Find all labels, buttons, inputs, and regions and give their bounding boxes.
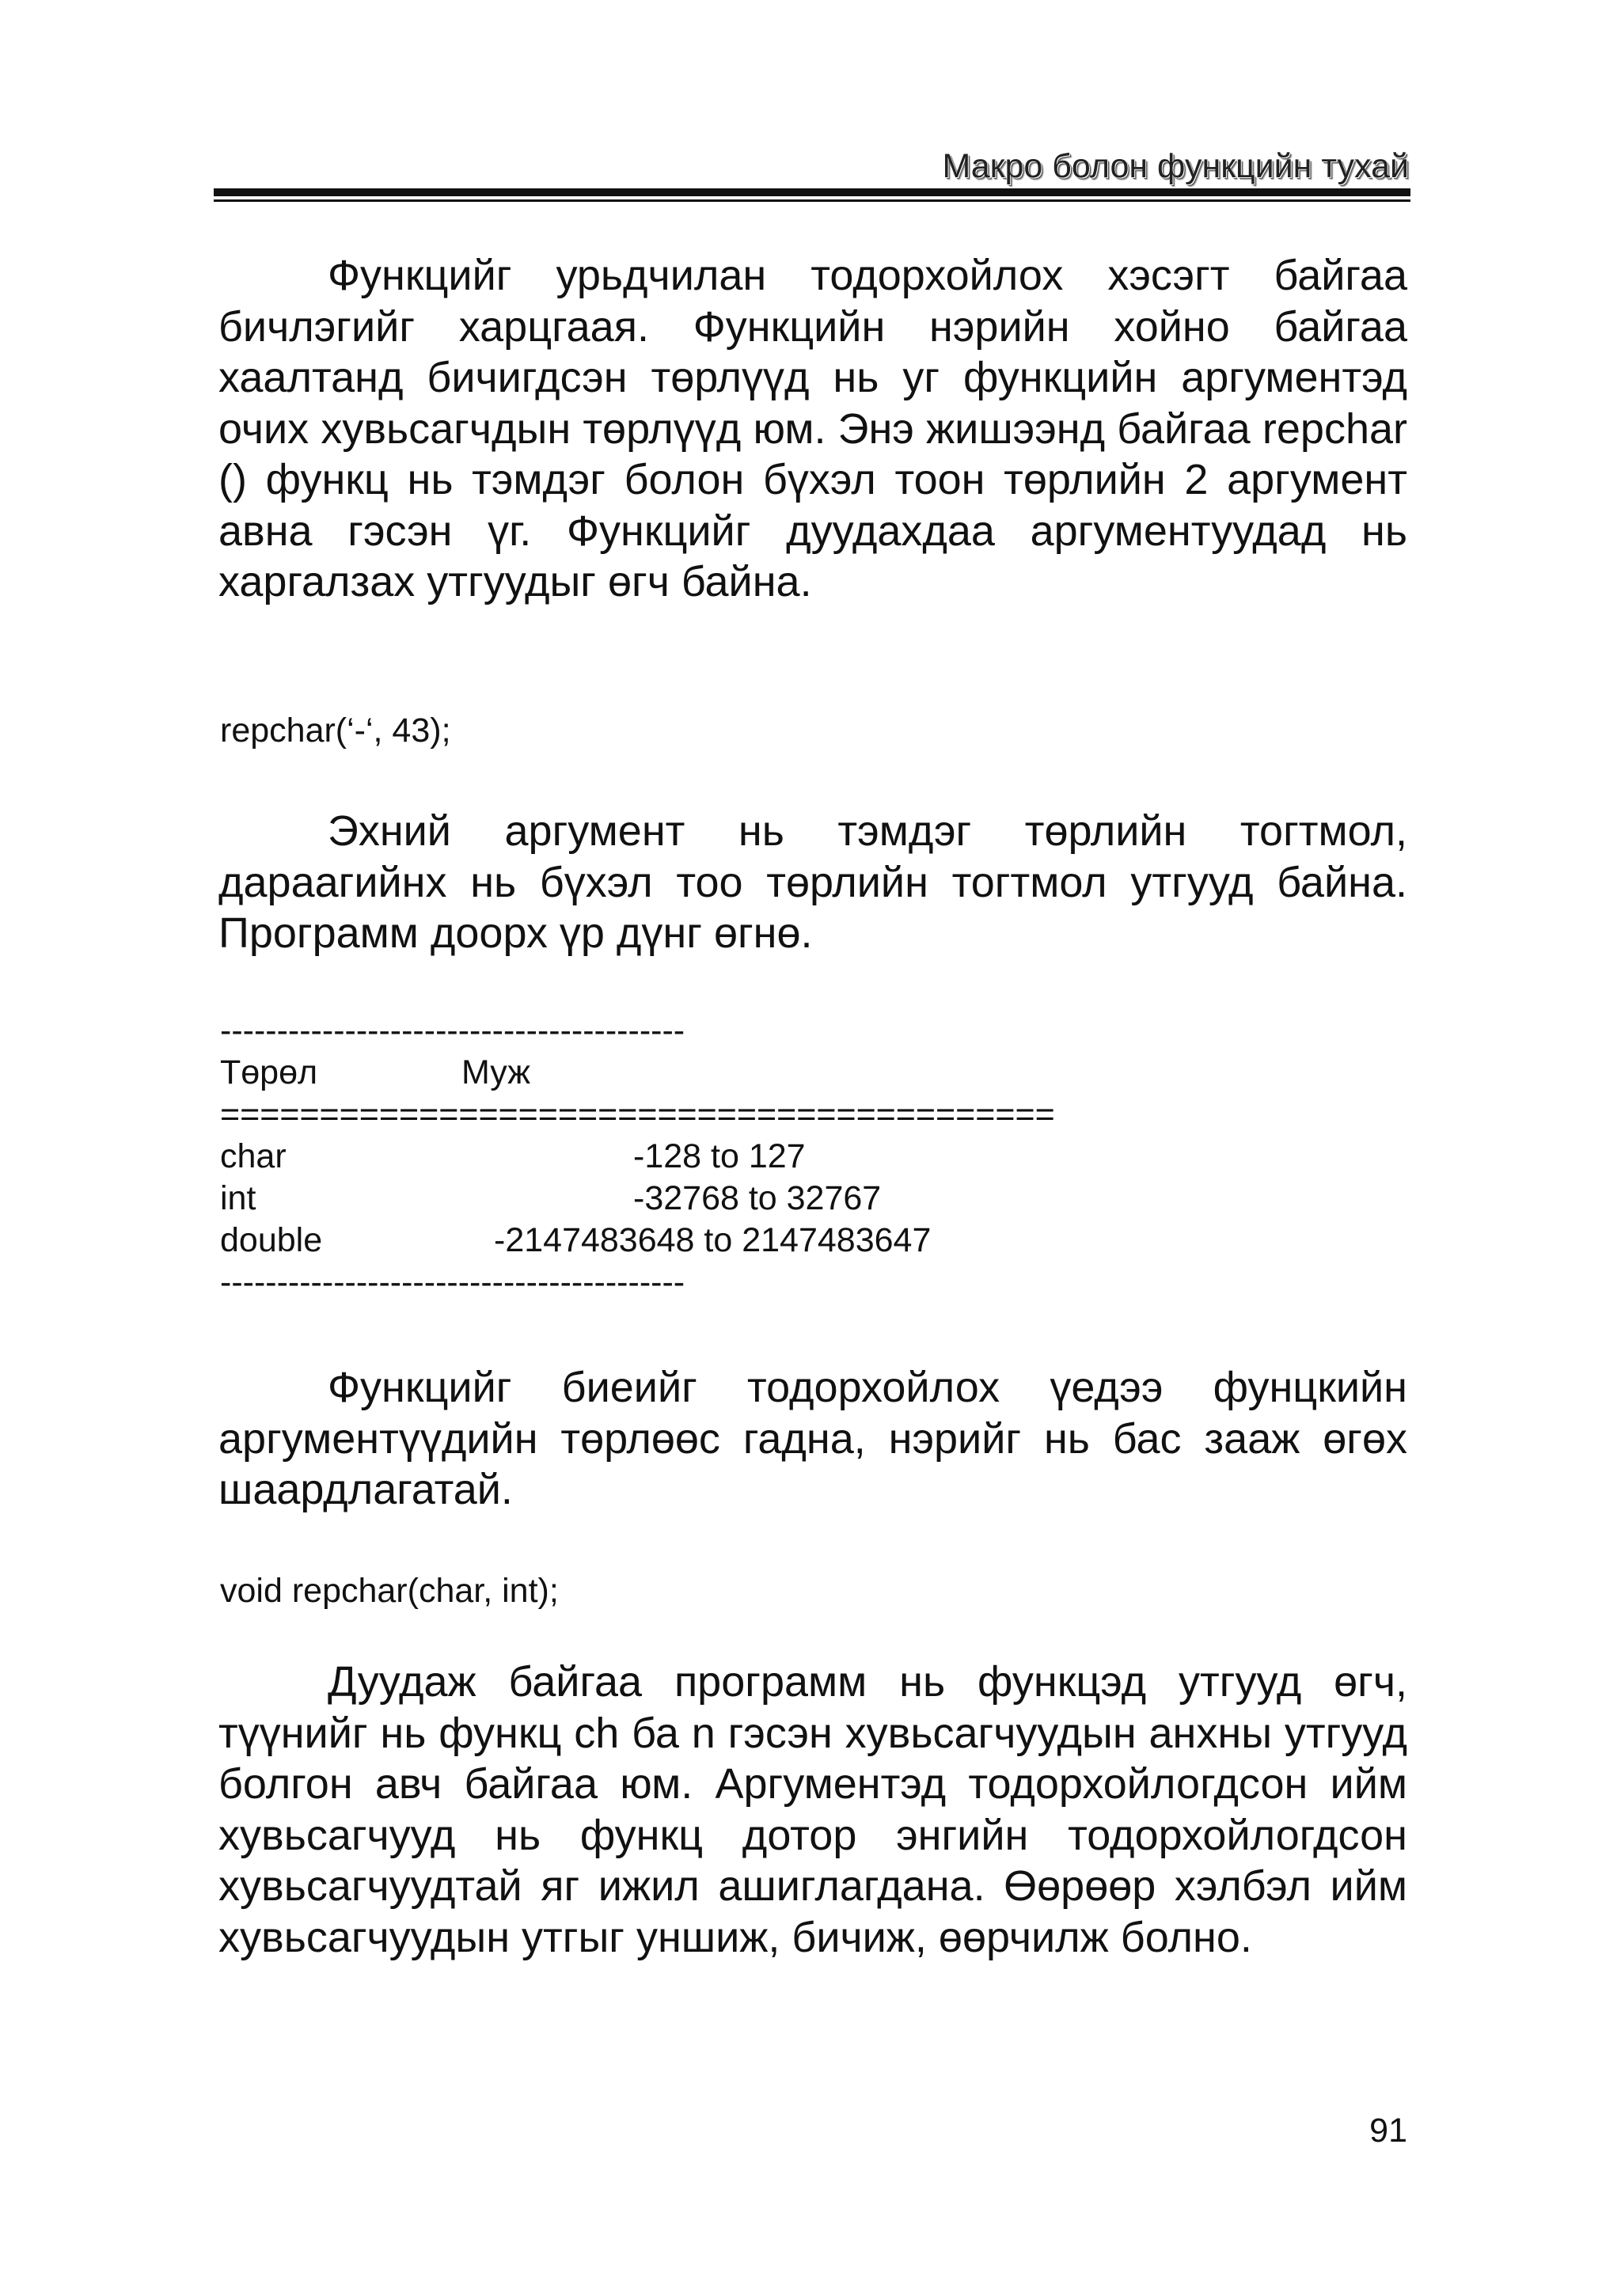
cell-range: -2147483648 to 2147483647 bbox=[494, 1221, 932, 1259]
table-row bbox=[220, 1178, 1249, 1220]
cell-type: char bbox=[220, 1137, 287, 1175]
page-number: 91 bbox=[1369, 2112, 1407, 2150]
table-rule-dashes-bottom: ----------------------------------------- bbox=[220, 1263, 685, 1301]
header-rule-thin bbox=[214, 199, 1410, 202]
cell-range: -32768 to 32767 bbox=[633, 1179, 882, 1217]
column-header-type: Төрөл bbox=[220, 1053, 318, 1091]
paragraph-argument-constants: Эхний аргумент нь тэмдэг төрлийн тогтмол, дараагийнх нь бүхэл тоо төрлийн тогтмол утгууд байна. Программ доорх үр дүнг өгнө. bbox=[218, 807, 1407, 957]
column-header-range: Муж bbox=[461, 1053, 531, 1091]
code-repchar-call: repchar(‘-‘, 43); bbox=[220, 712, 451, 750]
range-table bbox=[220, 1010, 1249, 1304]
code-repchar-declaration: void repchar(char, int); bbox=[220, 1572, 559, 1610]
paragraph-function-declaration: Функцийг урьдчилан тодорхойлох хэсэгт байгаа бичлэгийг харцгаая. Функцийн нэрийн хойно байгаа хаалтанд бичигдсэн төрлүүд нь уг функцийн аргументэд очих хувьсагчдын төрлүүд юм. Энэ жишээнд байгаа repchar () функц нь тэмдэг болон бүхэл тоон төрлийн 2 аргумент авна гэсэн үг. Функцийг дуудахдаа аргументуудад нь харгалзах утгуудыг өгч байна. bbox=[218, 252, 1407, 605]
table-row bbox=[220, 1220, 1249, 1262]
header-rule-thick bbox=[214, 188, 1410, 196]
cell-type: int bbox=[220, 1179, 256, 1217]
table-rule-equals: ========================================== bbox=[220, 1095, 1055, 1133]
paragraph-function-body: Функцийг биеийг тодорхойлох үедээ фунцкийн аргументүүдийн төрлөөс гадна, нэрийг нь бас зааж өгөх шаардлагатай. bbox=[218, 1364, 1407, 1513]
cell-type: double bbox=[220, 1221, 323, 1259]
running-header-title: Макро болон функцийн тухай bbox=[942, 147, 1409, 185]
table-rule-dashes-top: ----------------------------------------- bbox=[220, 1011, 685, 1049]
paragraph-argument-variables: Дуудаж байгаа программ нь функцэд утгууд өгч, түүнийг нь функц ch ба n гэсэн хувьсагчуудын анхны утгууд болгон авч байгаа юм. Аргументэд тодорхойлогдсон ийм хувьсагчууд нь функц дотор энгийн тодорхойлогдсон хувьсагчуудтай яг ижил ашиглагдана. Өөрөөр хэлбэл ийм хувьсагчуудын утгыг уншиж, бичиж, өөрчилж болно. bbox=[218, 1658, 1407, 1961]
table-header-row bbox=[220, 1052, 1249, 1094]
cell-range: -128 to 127 bbox=[633, 1137, 806, 1175]
table-row bbox=[220, 1136, 1249, 1178]
